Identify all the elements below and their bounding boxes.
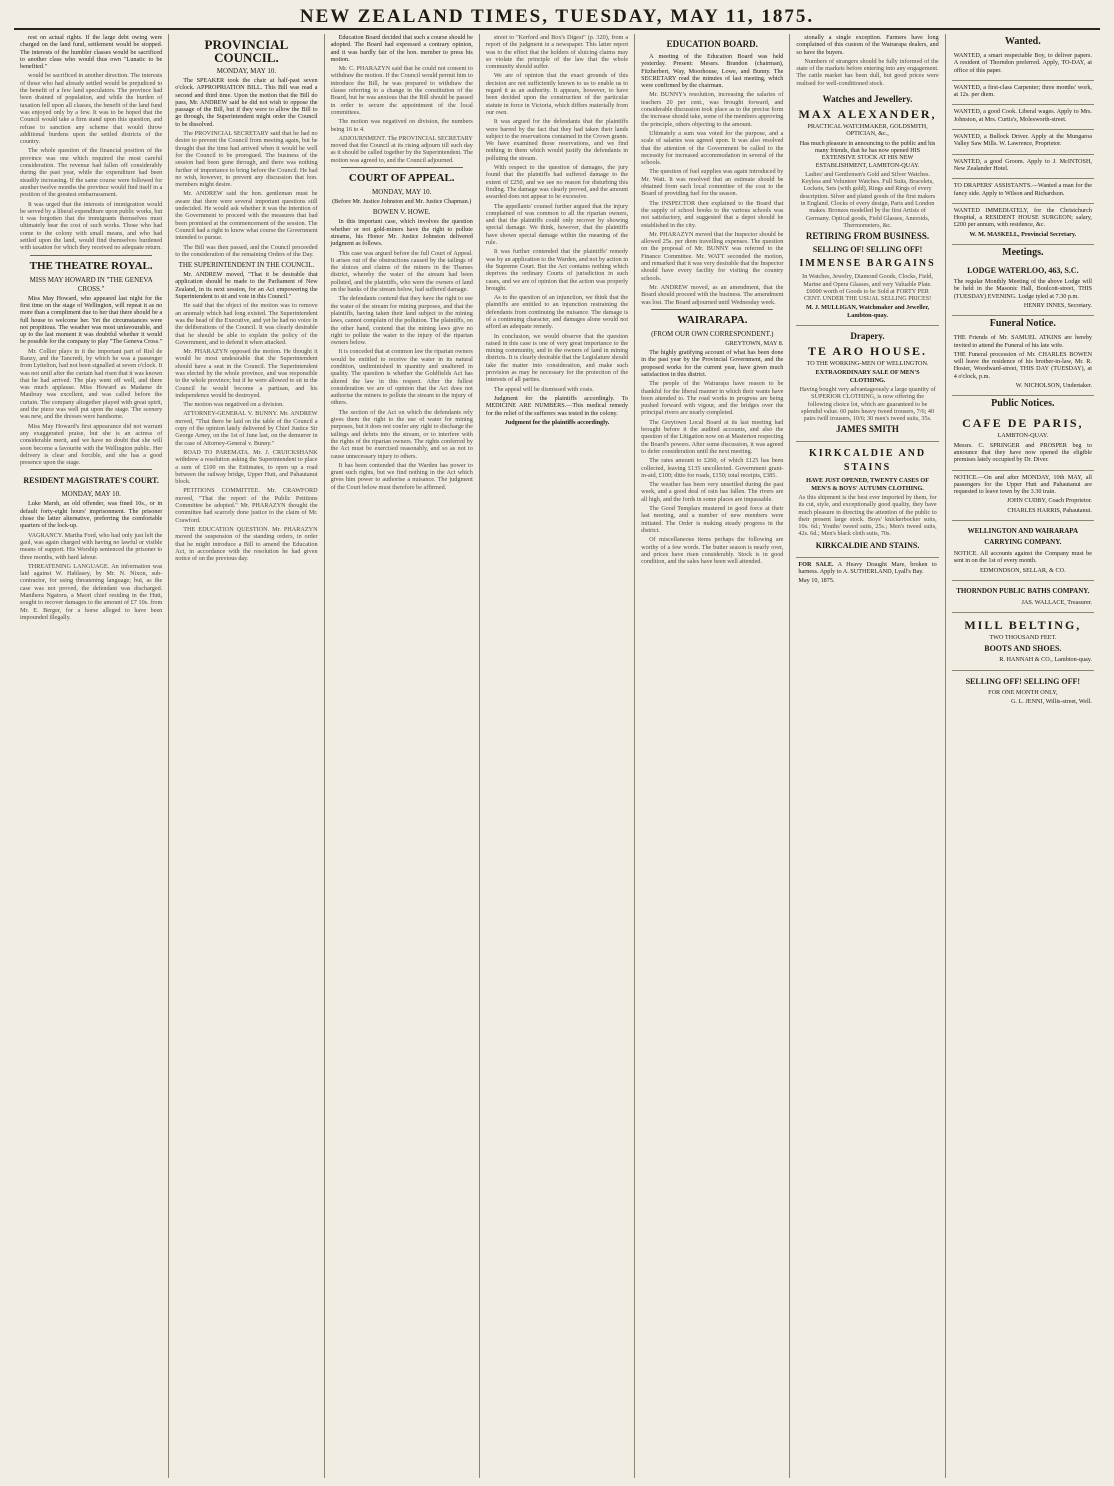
- council-subhead-2: THE SUPERINTENDENT IN THE COUNCIL.: [178, 261, 315, 270]
- drapery-ad: Drapery. TE ARO HOUSE. TO THE WORKING-MEN OF WELLINGTON. EXTRAORDINARY SALE OF MEN'S CLOTHING. Having bought very advantageously a large quantity of SUPERIOR CLOTHING, is now offering the following choice lot, which are guaranteed to be splendid value. 60 pairs heavy tweed trousers, 7/6; 40 pairs twill trousers, 10/6; 30 men's tweed suits, 35s. JAMES SMITH: [796, 326, 938, 442]
- lodge-ad: LODGE WATERLOO, 463, S.C. The regular Monthly Meeting of the above Lodge will be held in the Masonic Hall, Boulcott-street, THIS (TUESDAY) EVENING. Lodge tyled at 7.30 p.m. HENRY INNES, Secretary.: [952, 260, 1094, 316]
- column-5: EDUCATION BOARD. A meeting of the Education Board was held yesterday. Present: Messrs. Brandon (chairman), Fitzherbert, Way, Moorhouse, Lowe, and Bunny. The SECRETARY read the minutes of last meeting, which were confirmed by the chairman. Mr. BUNNY's resolution, increasing the salaries of teachers 20 per cent., was brought forward, and considerable discussion took place as to the precise form the increase should take, some of the members approving the principle, others objecting to the amount. Ultimately a sum was voted for the purpose, and a scale of salaries was agreed upon. It was also resolved that the attention of the Government be called to the necessity for increased accommodation in several of the schools. The question of fuel supplies was again introduced by Mr. Watt. It was resolved that an estimate should be obtained from each local committee of the cost to the Board of providing fuel for the season. The INSPECTOR then explained to the Board that the supply of school books to the various schools was not satisfactory, and suggested that a depot should be established in the city. Mr. PHARAZYN moved that the Inspector should be allowed 25s. per diem travelling expenses. The question on the proposal of Mr. BUNNY was referred to the Finance Committee. Mr. WATT seconded the motion, and remarked that it was very desirable that the Inspector should have every facility for visiting the country schools. Mr. ANDREW moved, as an amendment, that the Board should proceed with the business. The amendment was lost. The Board adjourned until Wednesday week. WAIRARAPA. (FROM OUR OWN CORRESPONDENT.) GREYTOWN, MAY 8. The highly gratifying account of what has been done in the past year by the Provincial Government, and the proposed works for the current year, have given much satisfaction in this district. The people of the Wairarapa have reason to be thankful for the liberal manner in which their wants have been attended to. The road works in progress are being pushed forward with vigour, and the bridges over the principal rivers are nearly completed. The Greytown Local Board at its last meeting had brought before it the audited accounts, and also the question of the Litigation now on at Masterton respecting the Board's powers. After some discussion, it was agreed to defer consideration until the next meeting. The rates amount to £260, of which £125 has been collected, leaving £135 uncollected. Government grant-in-aid, £100; ditto for roads, £150; total receipts, £385. The weather has been very unsettled during the past week, and a good deal of rain has fallen. The rivers are all high, and the fords in some places are impassable. The Good Templars mustered in good force at their last meeting, and a number of new members were initiated. The Order is making steady progress in the district. Of miscellaneous items perhaps the following are worthy of a few words. The butter season is nearly over, and prices have risen considerably. Stock is in good condition, and the sales have been well attended.: [635, 34, 790, 1478]
- cafe-heading: CAFE DE PARIS,: [962, 416, 1084, 431]
- court-appeal-headline: COURT OF APPEAL.: [348, 172, 455, 185]
- aro-subheading: TO THE WORKING-MEN OF WELLINGTON.: [806, 360, 929, 368]
- drapery-heading: Drapery.: [850, 331, 885, 342]
- jenni-signature: G. L. JENNI, Willis-street, Well.: [1010, 698, 1092, 706]
- article-text: rest on actual rights. If the large debt owing were charged on the land fund, settlement would be stopped. The interests of the humbler classes would be sacrificed to another class who would thus own "Lunatic to be benefited.": [20, 34, 163, 71]
- edmondson-signature: EDMONDSON, SELLAR, & CO.: [980, 566, 1066, 574]
- watches-heading: Watches and Jewellery.: [822, 94, 913, 105]
- funeral-heading: Funeral Notice.: [989, 318, 1056, 330]
- column-6: sionally a single exception. Farmers have long complained of this custom of the Wairarapa dealers, and so have the buyers. Numbers of strangers should be fully informed of the state of the markets before entering into any engagement. The cattle market has been dull, but good prices were realised for well-conditioned stock. Watches and Jewellery. MAX ALEXANDER, PRACTICAL WATCHMAKER, GOLDSMITH, OPTICIAN, &c., Has much pleasure in announcing to the public and his many friends, that he has now opened HIS EXTENSIVE STOCK AT HIS NEW ESTABLISHMENT, LAMBTON-QUAY. Ladies' and Gentlemen's Gold and Silver Watches. Keyless and Volunteer Watches. Full Suits, Bracelets, Lockets, Sets (with gold), Rings and Rings of every description. Silver and plated goods of the first makers in England. Clocks of every design, Paris and London makes. Bronzes modelled by the first Artists of Germany. Optical goods, Field Glasses, Aneroids, Thermometers, &c. RETIRING FROM BUSINESS. SELLING OF! SELLING OFF! IMMENSE BARGAINS In Watches, Jewelry, Diamond Goods, Clocks, Field, Marine and Opera Glasses, and very Valuable Plate. £6000 worth of Goods to be Sold at FORTY PER CENT. UNDER THE USUAL SELLING PRICES! M. J. MULLIGAN, Watchmaker and Jeweller, Lambton-quay. Drapery. TE ARO HOUSE. TO THE WORKING-MEN OF WELLINGTON. EXTRAORDINARY SALE OF MEN'S CLOTHING. Having bought very advantageously a large quantity of SUPERIOR CLOTHING, is now offering the following choice lot, which are guaranteed to be splendid value. 60 pairs heavy tweed trousers, 7/6; 40 pairs twill trousers, 10/6; 30 men's tweed suits, 35s. JAMES SMITH KIRKCALDIE AND STAINS HAVE JUST OPENED, TWENTY CASES OF MEN'S & BOYS' AUTUMN CLOTHING. As this shipment is the best ever imported by them, for its cut, style, and exceptionally good quality, they have much pleasure in directing the attention of the public to their present large stock. Boys' knickerbocker suits, 10s. 6d.; Youths' tweed suits, 25s.; Men's tweed suits, 42s. 6d.; Men's black cloth suits, 70s. KIRKCALDIE AND STAINS. FOR SALE. A Heavy Draught Mare, broken to harness. Apply to A. SUTHERLAND, Lyall's Bay. May 10, 1875.: [790, 34, 945, 1478]
- wanted-heading: Wanted.: [1004, 36, 1041, 47]
- court-note: (Before Mr. Justice Johnston and Mr. Justice Chapman.): [332, 198, 472, 206]
- sale-ad: [796, 558, 938, 591]
- harris-signature: CHARLES HARRIS, Pahautanui.: [1007, 506, 1092, 514]
- cafe-ad: CAFE DE PARIS, LAMBTON-QUAY. Messrs. C. SPRINGER and PROSPER beg to announce that they have now opened the eligible premises lately occupied by Dr. Diver.: [952, 411, 1094, 470]
- wanted-ad-5: WANTED, a good Groom. Apply to J. McINTOSH, New Zealander Hotel.: [952, 155, 1094, 180]
- sale-title: FOR SALE.: [798, 560, 834, 568]
- court-appeal-subhead: MONDAY, MAY 10.: [372, 188, 432, 197]
- baths-ad: [952, 581, 1094, 613]
- cudby-signature: JOHN CUDBY, Coach Proprietor.: [1007, 497, 1092, 505]
- council-subhead: MONDAY, MAY 10.: [216, 67, 277, 75]
- article-text: The highly gratifying account of what has been done in the past year by the Provincial Government, and the proposed works for the current year, have given much satisfaction in this district.: [641, 349, 784, 378]
- alexander-name: MAX ALEXANDER,: [798, 107, 937, 122]
- public-notices-heading: Public Notices.: [991, 398, 1055, 410]
- theatre-subhead: MISS MAY HOWARD IN "THE GENEVA CROSS.": [29, 275, 153, 293]
- cafe-sub: LAMBTON-QUAY.: [997, 432, 1049, 440]
- wairarapa-headline: WAIRARAPA.: [677, 313, 748, 326]
- aro-heading: TE ARO HOUSE.: [808, 344, 928, 359]
- article-text: Miss May Howard, who appeared last night for the first time on the stage of Wellington, will repeat it as no more than a compliment due to her that there should be a full house to welcome her. Yet the circumstances were not propitious. The weather was most unfavourable, and up to the last moment it was doubtful whether it would be possible for the company to play "The Geneva Cross.": [20, 294, 163, 346]
- maskell-signature: W. M. MASKELL, Provincial Secretary.: [969, 230, 1077, 238]
- wairarapa-dateline: GREYTOWN, MAY 8.: [725, 339, 784, 347]
- watches-ad: Watches and Jewellery. MAX ALEXANDER, PRACTICAL WATCHMAKER, GOLDSMITH, OPTICIAN, &c., Has much pleasure in announcing to the public and his many friends, that he has now opened HIS EXTENSIVE STOCK AT HIS NEW ESTABLISHMENT, LAMBTON-QUAY. Ladies' and Gentlemen's Gold and Silver Watches. Keyless and Volunteer Watches. Full Suits, Bracelets, Lockets, Sets (with gold), Rings and Rings of every description. Silver and plated goods of the first makers in England. Clocks of every design, Paris and London makes. Bronzes modelled by the first Artists of Germany. Optical goods, Field Glasses, Aneroids, Thermometers, &c. RETIRING FROM BUSINESS. SELLING OF! SELLING OFF! IMMENSE BARGAINS In Watches, Jewelry, Diamond Goods, Clocks, Field, Marine and Opera Glasses, and very Valuable Plate. £6000 worth of Goods to be Sold at FORTY PER CENT. UNDER THE USUAL SELLING PRICES! M. J. MULLIGAN, Watchmaker and Jeweller, Lambton-quay.: [796, 89, 938, 326]
- lodge-heading: LODGE WATERLOO, 463, S.C.: [967, 266, 1079, 276]
- column-7: [946, 34, 1100, 1478]
- drapers-ad: TO DRAPERS' ASSISTANTS.—Wanted a man for the fancy side. Apply to Wilson and Richardson.: [952, 179, 1094, 204]
- innes-signature: HENRY INNES, Secretary.: [1023, 301, 1092, 309]
- boots-heading: BOOTS AND SHOES.: [984, 644, 1062, 654]
- column-4: street to "Kerford and Box's Digest" (p. 320), from a report of the judgment in a newspaper. This latter report was to the effect that the holders of sluicing claims may so violate the principle of the law that the whole community should suffer. We are of opinion that the exact grounds of this decision are not sufficiently known to us to enable us to regard it as an authority. It appears, however, to have been decided upon the construction of the particular statute in force in Victoria, which differs materially from our own. It was argued for the defendants that the plaintiffs were barred by the fact that they had taken their lands subject to the reservations contained in the Crown grants. We have examined those reservations, and we find nothing in them which would justify the defendants in polluting the stream. With respect to the question of damages, the jury found that the plaintiffs had suffered damage to the extent of £250, and we see no reason for disturbing this finding. The damage was clearly proved, and the amount awarded does not appear to be excessive. The appellants' counsel further argued that the injury complained of was common to all the riparian owners, and that the plaintiffs could only recover by showing special damage. We think, however, that the plaintiffs have shown special damage within the meaning of the rule. It was further contended that the plaintiffs' remedy was by an application to the Warden, and not by action in the Supreme Court. But the Act contains nothing which deprives the ordinary Courts of jurisdiction in such cases, and we are of opinion that the action was properly brought. As to the question of an injunction, we think that the plaintiffs are entitled to an injunction restraining the defendants from continuing the nuisance. The damage is of a continuing character, and damages alone would not afford an adequate remedy. In conclusion, we would observe that the question raised in this case is one of very great importance to the mining community, and to the owners of land in mining districts. It is clearly desirable that the Legislature should take the matter into consideration, and make such provision as may be necessary for the protection of the interests of all parties. The appeal will be dismissed with costs. Judgment for the plaintiffs accordingly. To MEDICINE ARE NUMBERS.—This medical remedy for the relief of the sufferers was tested in the colony. Judgment for the plaintiffs accordingly.: [480, 34, 635, 1478]
- surgeon-ad: WANTED IMMEDIATELY, for the Christchurch Hospital, a RESIDENT HOUSE SURGEON; salary, £200 per annum, with residence, &c. W. M. MASKELL, Provincial Secretary.: [952, 204, 1094, 245]
- wanted-ad-2: WANTED, a first-class Carpenter; three months' work, at 12s. per diem.: [952, 81, 1094, 106]
- alexander-subtitle: PRACTICAL WATCHMAKER, GOLDSMITH, OPTICIAN, &c.,: [807, 123, 928, 138]
- belting-ad: [952, 613, 1094, 671]
- court-subhead: MONDAY, MAY 10.: [61, 490, 121, 499]
- article-text: Mr. ANDREW moved, "That it be desirable that application should be made to the Parliament of New Zealand, in its next session, for an Act empowering the Superintendent to sit and vote in this Council.": [175, 271, 318, 301]
- kirkcaldie-ad: KIRKCALDIE AND STAINS HAVE JUST OPENED, TWENTY CASES OF MEN'S & BOYS' AUTUMN CLOTHING. As this shipment is the best ever imported by them, for its cut, style, and exceptionally good quality, they have much pleasure in directing the attention of the public to their present large stock. Boys' knickerbocker suits, 10s. 6d.; Youths' tweed suits, 25s.; Men's tweed suits, 42s. 6d.; Men's black cloth suits, 70s. KIRKCALDIE AND STAINS.: [796, 442, 938, 557]
- court-case: BOWEN V. HOWE.: [372, 208, 431, 217]
- kirkcaldie-heading: KIRKCALDIE AND STAINS: [808, 448, 927, 474]
- column-3: Education Board decided that such a course should be adopted. The Board had expressed a contrary opinion, and it was hardly fair of the hon. member to press his motion. Mr. C. PHARAZYN said that he could not consent to withdraw the motion. If the Council would permit him to introduce the Bill, he was prepared to withdraw the clause referring to a change in the constitution of the Board, but he was anxious that the Bill should be passed in order to secure the appointment of the local committees. The motion was negatived on division, the numbers being 16 to 4. ADJOURNMENT. The PROVINCIAL SECRETARY moved that the Council at its rising adjourn till such day as it should be called together by the Superintendent. The motion was agreed to, and the Council adjourned. COURT OF APPEAL. MONDAY, MAY 10. (Before Mr. Justice Johnston and Mr. Justice Chapman.) BOWEN V. HOWE. In this important case, which involves the question whether or not gold-miners have the right to pollute streams, his Honor Mr. Justice Johnston delivered judgment as follows. This case was argued before the full Court of Appeal. It arises out of the obstructions caused by the tailings of the sluices and claims of the miners in the Thames district, whereby the water of the stream had been polluted, and the plaintiffs, who were the owners of land on the banks of the stream below, had suffered damage. The defendants contend that they have the right to use the water of the stream for mining purposes, and that the plaintiffs, having taken their land subject to the mining laws, cannot complain of the pollution. The plaintiffs, on the other hand, contend that the mining laws give no right to pollute the water to the injury of the riparian owners below. It is conceded that at common law the riparian owners would be entitled to receive the water in its natural condition, undiminished in quantity and unaltered in quality. The question is whether the Goldfields Act has altered the law in this respect. After the fullest consideration we are of opinion that the Act does not authorise the miners to pollute the stream to the injury of others. The section of the Act on which the defendants rely gives them the right to the use of water for mining purposes, but it does not confer any right to discharge the tailings and debris into the stream, or to interfere with the rights of the riparian owners. The rights conferred by the Act must be exercised reasonably, and so as not to cause unnecessary injury to others. It has been contended that the Warden has power to grant such rights, but we find nothing in the Act which gives him power to authorise a nuisance. The judgment of the Court below must therefore be affirmed.: [325, 34, 480, 1478]
- selling-heading: SELLING OF! SELLING OFF!: [812, 245, 923, 255]
- education-headline: EDUCATION BOARD.: [666, 39, 758, 49]
- retiring-heading: RETIRING FROM BUSINESS.: [805, 231, 930, 242]
- coach-notice: NOTICE.—On and after MONDAY, 10th MAY, all passengers for the Upper Hutt and Pahautanui are requested to leave town by the 3.30 train. JOHN CUDBY, Coach Proprietor. CHARLES HARRIS, Pahautanui.: [952, 471, 1094, 521]
- belting-heading: MILL BELTING,: [964, 618, 1082, 633]
- smith-signature: JAMES SMITH: [836, 424, 899, 435]
- funeral-ad: THE Friends of Mr. SAMUEL ATKINS are hereby invited to attend the Funeral of his late wife. THE Funeral procession of Mr. CHARLES BOWEN will leave the residence of his brother-in-law, Mr. R. Hosier, Woodward-street, THIS DAY (TUESDAY), at 4 o'clock, p.m. W. NICHOLSON, Undertaker.: [952, 331, 1094, 396]
- council-headline: PROVINCIAL COUNCIL.: [204, 37, 289, 65]
- kirkcaldie-body: HAVE JUST OPENED, TWENTY CASES OF MEN'S & BOYS' AUTUMN CLOTHING.: [806, 477, 929, 492]
- article-text: Judgment for the plaintiffs accordingly. To MEDICINE ARE NUMBERS.—This medical remedy for the relief of the sufferers was tested in the colony.: [485, 394, 629, 417]
- meetings-heading: Meetings.: [1002, 247, 1044, 259]
- selling-off-ad: [952, 671, 1094, 712]
- baths-heading: THORNDON PUBLIC BATHS COMPANY.: [956, 586, 1090, 595]
- wallace-signature: JAS. WALLACE, Treasurer.: [1021, 598, 1092, 606]
- court-headline: RESIDENT MAGISTRATE'S COURT.: [23, 476, 159, 486]
- masthead-title: NEW ZEALAND TIMES, TUESDAY, MAY 11, 1875.: [299, 6, 815, 27]
- wairarapa-subhead: (FROM OUR OWN CORRESPONDENT.): [651, 329, 774, 338]
- newspaper-columns: [14, 34, 1100, 1478]
- belting-sub: TWO THOUSAND FEET.: [989, 634, 1057, 642]
- wanted-ad-4: WANTED, a Bullock Driver. Apply at the Mungaroa Valley Saw Mills. W. Lawrence, Proprietor.: [952, 130, 1094, 155]
- carrying-heading: WELLINGTON AND WAIRARAPA CARRYING COMPANY.: [967, 526, 1079, 546]
- column-1: rest on actual rights. If the large debt owing were charged on the land fund, settlement would be stopped. The interests of the humbler classes would be sacrificed to another class who would thus own "Lunatic to be benefited." would be sacrificed in another direction. The interests of those who had already settled would be prejudiced to the benefit of a few land speculators. The province had been drained of population, and while the burden of taxation fell upon all classes, the benefit of the land fund was enjoyed only by a few. It was to be hoped that the Council would take a firm stand upon this question, and refuse to sanction any scheme that would throw additional burdens upon the settled districts of the country. The whole question of the financial position of the province was one which required the most careful consideration. The revenue had fallen off considerably during the past year, while the expenditure had been steadily increasing. If the same course were followed for another twelve months the province would find itself in a position of the greatest embarrassment. It was urged that the interests of immigration would be served by a liberal expenditure upon public works, but it was forgotten that the immigrants themselves must ultimately bear the cost of such works. Those who had come to the colony with small means, and who had settled upon the land, would find themselves burdened with taxation for which they received no adequate return. THE THEATRE ROYAL. MISS MAY HOWARD IN "THE GENEVA CROSS." Miss May Howard, who appeared last night for the first time on the stage of Wellington, will repeat it as no more than a compliment due to her that there should be a full house to welcome her. Yet the circumstances were not propitious. The weather was most unfavourable, and up to the last moment it was doubtful whether it would be possible for the company to play "The Geneva Cross." Mr. Collier plays in it the important part of Riel de Ranzy, and the Tancredi, by which he was a passenger from Lyttelton, had not been signalled at seven o'clock. It was not until after the curtain had risen that it was known that he had arrived. The play went off well, and there was much applause. Miss Howard as Madame de Maubray was excellent, and was called before the curtain. The company altogether played with great spirit, and the piece was well put upon the stage. The scenery was new, and the dresses were handsome. Miss May Howard's first appearance did not warrant any exaggerated praise, but she is an actress of considerable merit, and we have no doubt that she will soon become a favourite with the Wellington public. Her delivery is clear and forcible, and she has a good presence upon the stage. RESIDENT MAGISTRATE'S COURT. MONDAY, MAY 10. Luke Marsh, an old offender, was fined 10s., or in default forty-eight hours' imprisonment. The prisoner chose the latter alternative, preferring the comfortable quarters of the lock-up. VAGRANCY. Martha Ford, who had only just left the gaol, was again charged with having no lawful or visible means of support. His Worship sentenced the prisoner to three months, with hard labour. THREATENING LANGUAGE. An information was laid against W. Hablasey, by Mr. N. Nixon, sub-contractor, for using threatening language; but, as the case was not proved, the defendant was discharged. Manihera Ngatoru, a Maori chief residing in the Hutt, sought to recover damages to the amount of £7 10s. from Mr. E. Berger, for a horse alleged to have been impounded illegally.: [14, 34, 169, 1478]
- judgment-line: Judgment for the plaintiffs accordingly.: [504, 418, 610, 426]
- article-text: A meeting of the Education Board was held yesterday. Present: Messrs. Brandon (chairman), Fitzherbert, Way, Moorhouse, Lowe, and Bunny. The SECRETARY read the minutes of last meeting, which were confirmed by the chairman.: [641, 53, 784, 90]
- sale-date: May 10, 1875.: [798, 577, 835, 585]
- hannah-signature: R. HANNAH & CO., Lambton-quay.: [999, 656, 1092, 664]
- alexander-body: Has much pleasure in announcing to the public and his many friends, that he has now opened HIS EXTENSIVE STOCK AT HIS NEW ESTABLISHMENT, LAMBTON-QUAY.: [799, 139, 936, 169]
- article-text: Luke Marsh, an old offender, was fined 10s., or in default forty-eight hours' imprisonment. The prisoner chose the latter alternative, preferring the comfortable quarters of the lock-up.: [20, 500, 163, 530]
- column-2: PROVINCIAL COUNCIL. MONDAY, MAY 10. The SPEAKER took the chair at half-past seven o'clock. APPROPRIATION BILL. This Bill was read a second and third time. Upon the motion that the Bill do pass, Mr. ANDREW said he did not wish to oppose the passage of the Bill, but if they were to allow the Bill to go through, the Superintendent might order the Council to be dissolved. The PROVINCIAL SECRETARY said that he had no desire to prevent the Council from meeting again, but he thought that the time had arrived when it would be well for the Council to be prorogued. The business of the session had been gone through, and there was nothing further of importance to bring before the Council. He had no wish, however, to prevent any discussion that hon. members might desire. Mr. ANDREW said the hon. gentleman must be aware that there were several important questions still undecided. He would ask whether it was the intention of the Government to proceed with the measures that had been promised at the commencement of the session. The Council had a right to know what course the Government intended to pursue. The Bill was then passed, and the Council proceeded to the consideration of the remaining Orders of the Day. THE SUPERINTENDENT IN THE COUNCIL. Mr. ANDREW moved, "That it be desirable that application should be made to the Parliament of New Zealand, in its next session, for an Act empowering the Superintendent to sit and vote in this Council." He said that the object of the motion was to remove an anomaly which had long existed. The Superintendent was the head of the Executive, and yet he had no voice in the deliberations of the Council. It was clearly desirable that he should be able to explain the policy of the Government, and to defend it when attacked. Mr. PHARAZYN opposed the motion. He thought it would be most undesirable that the Superintendent should have a seat in the Council. The Superintendent was elected by the whole province, and was responsible to the whole province; but if he were allowed to sit in the Council he would become a partisan, and his independence would be destroyed. The motion was negatived on a division. ATTORNEY-GENERAL V. BUNNY. Mr. ANDREW moved, "That there be laid on the table of the Council a copy of the opinion lately delivered by Chief Justice Sir George Arney, on the 1st of June last, on the demurrer in the case of Attorney-General v. Bunny." ROAD TO PAREMATA. Mr. J. CRUICKSHANK withdrew a resolution asking the Superintendent to place a sum of £100 on the Estimates, to open up a road between the railway bridge, Upper Hutt, and Pahautanui block. PETITIONS COMMITTEE. Mr. CRAWFORD moved, "That the report of the Public Petitions Committee be adopted." Mr. PHARAZYN thought the committee had scarcely done justice to the claim of Mr. Crawford. THE EDUCATION QUESTION. Mr. PHARAZYN moved the suspension of the standing orders, in order that he might introduce a Bill to amend the Education Act, in accordance with the resolution he had given notice of on the previous day.: [169, 34, 324, 1478]
- wanted-ad-3: WANTED, a good Cook. Liberal wages. Apply to Mrs. Johnston, at Mrs. Curtis's, Molesworth-street.: [952, 105, 1094, 130]
- theatre-headline: THE THEATRE ROYAL.: [29, 259, 153, 272]
- nicholson-signature: W. NICHOLSON, Undertaker.: [1015, 382, 1092, 390]
- article-text: sionally a single exception. Farmers have long complained of this custom of the Wairarapa dealers, and so have the buyers.: [796, 34, 939, 56]
- selling-off-heading: SELLING OFF! SELLING OFF!: [965, 676, 1081, 686]
- sale-body: A Heavy Draught Mare, broken to harness. Apply to A. SUTHERLAND, Lyall's Bay.: [798, 560, 937, 576]
- bargains-heading: IMMENSE BARGAINS: [799, 258, 936, 270]
- article-text: In this important case, which involves the question whether or not gold-miners have the right to pollute streams, his Honor Mr. Justice Johnston delivered judgment as follows.: [330, 218, 473, 248]
- article-text: Education Board decided that such a course should be adopted. The Board had expressed a contrary opinion, and it was hardly fair of the hon. member to press his motion.: [330, 34, 473, 63]
- mulligan-signature: M. J. MULLIGAN, Watchmaker and Jeweller, Lambton-quay.: [805, 304, 930, 319]
- wanted-ad-1: WANTED, a smart respectable Boy, to deliver papers. A resident of Thorndon preferred. Apply, TO-DAY, at office of this paper.: [952, 49, 1094, 81]
- masthead: [14, 6, 1100, 30]
- selling-off-sub: FOR ONE MONTH ONLY,: [988, 688, 1058, 696]
- article-text: The SPEAKER took the chair at half-past seven o'clock. APPROPRIATION BILL. This Bill was read a second and third time. Upon the motion that the Bill do pass, Mr. ANDREW said he did not wish to oppose the passage of the Bill, but if they were to allow the Bill to go through, the Superintendent might order the Council to be dissolved.: [175, 77, 318, 128]
- carrying-company-ad: WELLINGTON AND WAIRARAPA CARRYING COMPANY. NOTICE. All accounts against the Company must be sent in on the 1st of every month. EDMONDSON, SELLAR, & CO.: [952, 521, 1094, 581]
- aro-body: EXTRAORDINARY SALE OF MEN'S CLOTHING.: [815, 369, 920, 384]
